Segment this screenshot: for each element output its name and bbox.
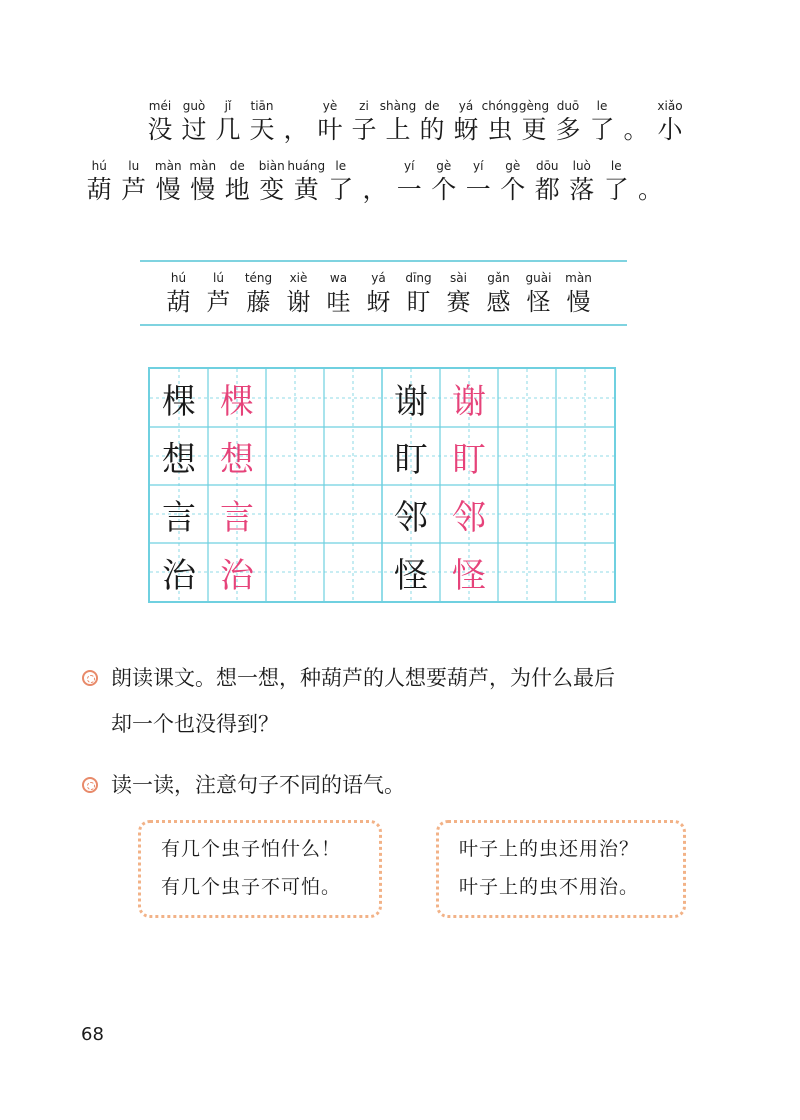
- pinyin: jǐ: [224, 99, 232, 113]
- vocab-char: [166, 270, 191, 318]
- hanzi: 了: [603, 175, 629, 204]
- pinyin: gè: [436, 159, 452, 173]
- hanzi: 天: [249, 115, 275, 144]
- hanzi: ，: [362, 175, 388, 204]
- sentence-left-2: 有几个虫子不可怕。: [161, 876, 342, 898]
- vocab-pinyin: dīng: [405, 271, 432, 285]
- hanzi: 蚜: [453, 115, 479, 144]
- trace-char: 棵: [220, 381, 254, 422]
- vocab-hanzi: 谢: [286, 288, 311, 316]
- question-1-line-1: 朗读课文。想一想，种葫芦的人想要葫芦，为什么最后: [111, 666, 615, 690]
- char-with-pinyin: [551, 98, 585, 146]
- hanzi: 变: [259, 175, 285, 204]
- char-with-pinyin: [392, 158, 427, 206]
- char-with-pinyin: [313, 98, 347, 146]
- pinyin: gè: [505, 159, 521, 173]
- pinyin: màn: [154, 159, 182, 173]
- vocab-pinyin: gǎn: [487, 271, 510, 285]
- hanzi: 更: [521, 115, 547, 144]
- char-with-pinyin: [653, 98, 687, 146]
- sentence-box-left: [138, 820, 382, 918]
- vocab-char: [206, 270, 231, 318]
- vocab-char: [366, 270, 391, 318]
- vocab-hanzi: 葫: [166, 288, 191, 316]
- vocab-pinyin: hú: [170, 271, 187, 285]
- pinyin: lu: [128, 159, 140, 173]
- char-with-pinyin: [151, 158, 186, 206]
- punctuation: [279, 98, 313, 146]
- hanzi: 子: [351, 115, 377, 144]
- passage-line-1: [143, 98, 687, 146]
- vocab-pinyin: téng: [244, 271, 273, 285]
- band-top-line: [140, 260, 627, 262]
- punctuation: [619, 98, 653, 146]
- pinyin: dōu: [535, 159, 559, 173]
- vocab-char: [446, 270, 471, 318]
- char-with-pinyin: [186, 158, 221, 206]
- char-with-pinyin: [415, 98, 449, 146]
- pinyin: chóng: [481, 99, 519, 113]
- pinyin: luò: [572, 159, 591, 173]
- vocab-hanzi: 感: [486, 288, 511, 316]
- vocab-hanzi: 怪: [526, 288, 551, 316]
- sentence-right-2: 叶子上的虫不用治。: [459, 876, 640, 898]
- vocab-row: [166, 270, 591, 318]
- model-char: 盯: [394, 439, 428, 480]
- hanzi: 了: [328, 175, 354, 204]
- trace-char: 言: [220, 497, 254, 538]
- vocab-hanzi: 慢: [566, 288, 591, 316]
- hanzi: 多: [555, 115, 581, 144]
- pinyin: màn: [189, 159, 217, 173]
- trace-char: 盯: [452, 439, 486, 480]
- char-with-pinyin: [289, 158, 324, 206]
- vocab-pinyin: wa: [329, 271, 348, 285]
- char-with-pinyin: [143, 98, 177, 146]
- char-with-pinyin: [496, 158, 531, 206]
- passage-line-2: [82, 158, 668, 206]
- vocab-char: [246, 270, 271, 318]
- char-with-pinyin: [530, 158, 565, 206]
- question-bullet-icon: [82, 670, 98, 686]
- sentence-left-1: 有几个虫子怕什么！: [161, 838, 342, 860]
- pinyin: hú: [91, 159, 107, 173]
- char-with-pinyin: [599, 158, 634, 206]
- pinyin: méi: [148, 99, 172, 113]
- pinyin: yí: [404, 159, 415, 173]
- pinyin: biàn: [258, 159, 285, 173]
- hanzi: 虫: [487, 115, 513, 144]
- question-2: 读一读，注意句子不同的语气。: [111, 773, 405, 797]
- vocab-char: [526, 270, 551, 318]
- page-number: 68: [81, 1024, 104, 1045]
- hanzi: 一: [465, 175, 491, 204]
- hanzi: 上: [385, 115, 411, 144]
- question-bullet-icon: [82, 777, 98, 793]
- vocab-char: [326, 270, 351, 318]
- hanzi: 过: [181, 115, 207, 144]
- hanzi: 叶: [317, 115, 343, 144]
- pinyin: yè: [322, 99, 338, 113]
- vocab-pinyin: màn: [565, 271, 592, 285]
- model-char: 怪: [394, 555, 428, 596]
- vocab-hanzi: 盯: [406, 288, 431, 316]
- vocab-pinyin: yá: [371, 271, 386, 285]
- sentence-box-right: [436, 820, 686, 918]
- char-with-pinyin: [255, 158, 290, 206]
- question-1-line-2: 却一个也没得到？: [111, 712, 279, 736]
- model-char: 棵: [162, 381, 196, 422]
- hanzi: 一: [396, 175, 422, 204]
- vocab-hanzi: 芦: [206, 288, 231, 316]
- vocab-hanzi: 赛: [446, 288, 471, 316]
- hanzi: 个: [500, 175, 526, 204]
- char-with-pinyin: [82, 158, 117, 206]
- char-with-pinyin: [483, 98, 517, 146]
- hanzi: 的: [419, 115, 445, 144]
- sentence-right-1: 叶子上的虫还用治？: [459, 838, 640, 860]
- pinyin: duō: [556, 99, 580, 113]
- vocab-pinyin: xiè: [289, 271, 308, 285]
- trace-char: 怪: [452, 555, 486, 596]
- char-with-pinyin: [211, 98, 245, 146]
- model-char: 言: [162, 497, 196, 538]
- pinyin: gèng: [518, 99, 550, 113]
- hanzi: 小: [657, 115, 683, 144]
- vocab-pinyin: guài: [525, 271, 552, 285]
- hanzi: 都: [534, 175, 560, 204]
- pinyin: shàng: [379, 99, 417, 113]
- char-with-pinyin: [449, 98, 483, 146]
- punctuation: [358, 158, 392, 206]
- hanzi: 芦: [121, 175, 147, 204]
- char-with-pinyin: [177, 98, 211, 146]
- hanzi: 个: [431, 175, 457, 204]
- vocab-char: [566, 270, 591, 318]
- char-with-pinyin: [427, 158, 462, 206]
- vocab-hanzi: 哇: [326, 288, 351, 316]
- pinyin: guò: [182, 99, 206, 113]
- trace-char: 想: [220, 439, 254, 480]
- char-with-pinyin: [117, 158, 152, 206]
- pinyin: zi: [359, 99, 369, 113]
- pinyin: le: [610, 159, 622, 173]
- char-with-pinyin: [565, 158, 600, 206]
- punctuation: [634, 158, 668, 206]
- vocab-pinyin: lú: [213, 271, 224, 285]
- vocab-char: [406, 270, 431, 318]
- vocab-band: [140, 260, 627, 326]
- pinyin: de: [424, 99, 440, 113]
- model-char: 治: [162, 555, 196, 596]
- trace-char: 邻: [452, 497, 486, 538]
- hanzi: 慢: [190, 175, 216, 204]
- pinyin: de: [229, 159, 245, 173]
- hanzi: 了: [589, 115, 615, 144]
- hanzi: 。: [637, 175, 663, 204]
- hanzi: 落: [569, 175, 595, 204]
- char-with-pinyin: [461, 158, 496, 206]
- pinyin: xiǎo: [657, 99, 683, 113]
- char-with-pinyin: [517, 98, 551, 146]
- vocab-hanzi: 藤: [246, 288, 271, 316]
- hanzi: 慢: [155, 175, 181, 204]
- char-with-pinyin: [347, 98, 381, 146]
- vocab-hanzi: 蚜: [366, 288, 391, 316]
- hanzi: 葫: [86, 175, 112, 204]
- model-char: 邻: [394, 497, 428, 538]
- hanzi: 。: [623, 115, 649, 144]
- pinyin: tiān: [250, 99, 274, 113]
- vocab-char: [486, 270, 511, 318]
- vocab-char: [286, 270, 311, 318]
- trace-char: 治: [220, 555, 254, 596]
- trace-char: 谢: [452, 381, 486, 422]
- hanzi: 几: [215, 115, 241, 144]
- char-with-pinyin: [324, 158, 359, 206]
- model-char: 想: [162, 439, 196, 480]
- pinyin: yá: [458, 99, 474, 113]
- model-char: 谢: [394, 381, 428, 422]
- hanzi: 没: [147, 115, 173, 144]
- vocab-pinyin: sài: [450, 271, 467, 285]
- char-with-pinyin: [585, 98, 619, 146]
- writing-grid: [148, 367, 616, 603]
- band-bottom-line: [140, 324, 627, 326]
- pinyin: le: [596, 99, 608, 113]
- pinyin: huáng: [287, 159, 326, 173]
- hanzi: 黄: [293, 175, 319, 204]
- char-with-pinyin: [381, 98, 415, 146]
- hanzi: 地: [224, 175, 250, 204]
- hanzi: ，: [283, 115, 309, 144]
- char-with-pinyin: [220, 158, 255, 206]
- pinyin: yí: [473, 159, 484, 173]
- pinyin: le: [335, 159, 347, 173]
- char-with-pinyin: [245, 98, 279, 146]
